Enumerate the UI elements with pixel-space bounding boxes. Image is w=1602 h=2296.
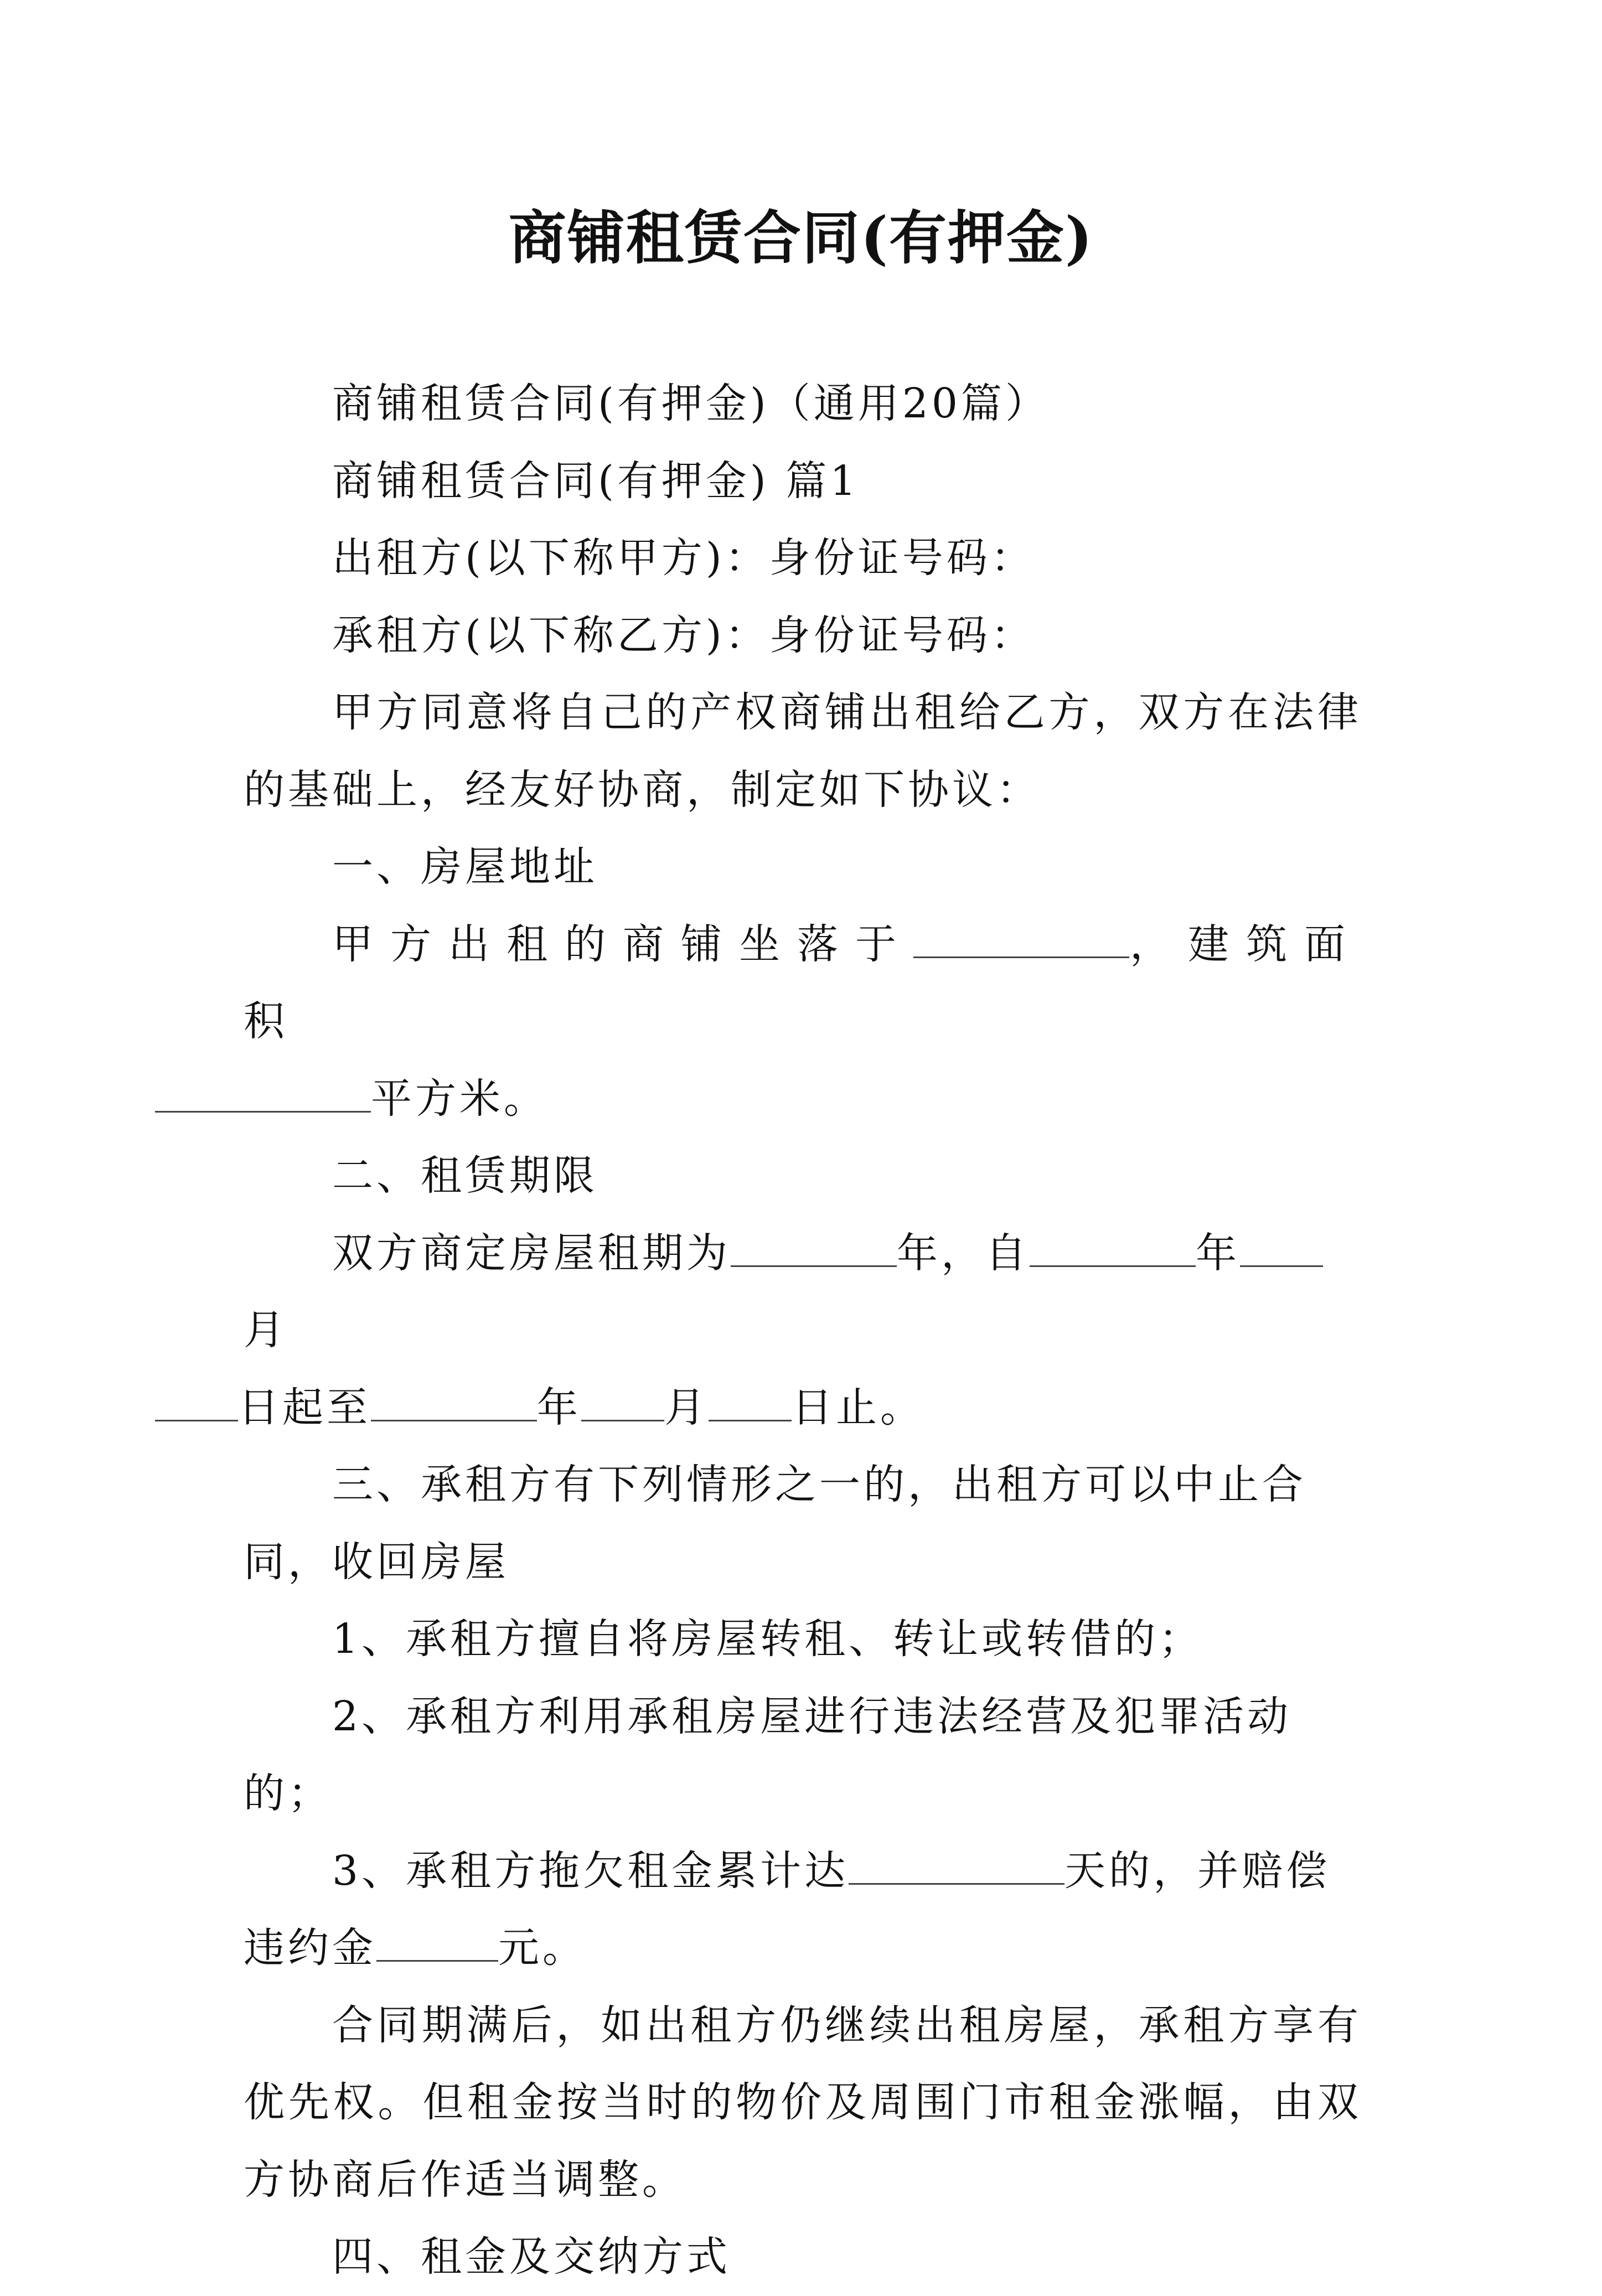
section-2-text-e: 日起至 <box>238 1383 371 1431</box>
section-heading: 商铺租赁合同(有押金) 篇1 <box>332 457 860 505</box>
renewal-paragraph: 合同期满后，如出租方仍继续出租房屋，承租方享有优先权。但租金按当时的物价及周围门市租金涨幅，由双方协商后作适当调整。 <box>244 2001 1362 2204</box>
section-4-heading: 四、租金及交纳方式 <box>332 2233 731 2281</box>
section-2-text-g: 月 <box>664 1383 709 1431</box>
blank-start-year <box>1030 1227 1196 1267</box>
lessee-line: 承租方(以下称乙方)：身份证号码： <box>332 611 1035 659</box>
section-2-text-f: 年 <box>537 1383 581 1431</box>
section-3-heading: 三、承租方有下列情形之一的，出租方可以中止合同，收回房屋 <box>244 1461 1306 1586</box>
section-1-text-c: 平方米。 <box>371 1074 548 1123</box>
blank-term-years <box>731 1227 897 1267</box>
document-body <box>238 365 1362 2296</box>
section-2-text-h: 日止。 <box>792 1383 924 1431</box>
blank-overdue-days <box>849 1844 1064 1885</box>
section-2-heading: 二、租赁期限 <box>332 1152 598 1199</box>
intro-paragraph: 甲方同意将自己的产权商铺出租给乙方，双方在法律的基础上，经友好协商，制定如下协议： <box>244 689 1362 814</box>
item-2: 2、承租方利用承租房屋进行违法经营及犯罪活动的； <box>244 1692 1292 1817</box>
section-2-line-1 <box>244 1215 1362 1369</box>
section-1-heading: 一、房屋地址 <box>332 843 598 891</box>
blank-end-month <box>581 1381 664 1421</box>
blank-start-month <box>1240 1227 1323 1267</box>
section-2-text-b: 年，自 <box>897 1229 1030 1277</box>
document-title: 商铺租赁合同(有押金) <box>508 204 1094 272</box>
item-3-text-a: 3、承租方拖欠租金累计达 <box>332 1847 849 1895</box>
blank-end-year <box>371 1381 537 1421</box>
section-1-paragraph <box>244 906 1362 1061</box>
section-2-line-2 <box>155 1369 1362 1447</box>
section-2-text-a: 双方商定房屋租期为 <box>332 1229 731 1277</box>
item-3-text-b: 天的，并赔偿违约金 <box>244 1847 1331 1972</box>
item-3-text-c: 元。 <box>498 1924 587 1972</box>
blank-penalty-amount <box>376 1921 498 1962</box>
item-1: 1、承租方擅自将房屋转租、转让或转借的； <box>332 1615 1203 1663</box>
lessor-line: 出租方(以下称甲方)：身份证号码： <box>332 534 1035 582</box>
item-3-line-1 <box>244 1833 1362 1987</box>
subtitle: 商铺租赁合同(有押金)（通用20篇） <box>332 380 1050 427</box>
blank-end-day <box>709 1381 792 1421</box>
blank-start-day <box>155 1381 238 1421</box>
blank-area <box>155 1072 371 1113</box>
section-1-text-a: 甲方出租的商铺坐落于 <box>332 920 913 968</box>
section-2-text-c: 年 <box>1196 1229 1240 1277</box>
section-1-text-b: ，建筑面积 <box>244 920 1362 1045</box>
blank-location <box>913 918 1129 958</box>
section-1-area-line <box>155 1061 1362 1138</box>
section-2-text-d: 月 <box>244 1306 288 1354</box>
